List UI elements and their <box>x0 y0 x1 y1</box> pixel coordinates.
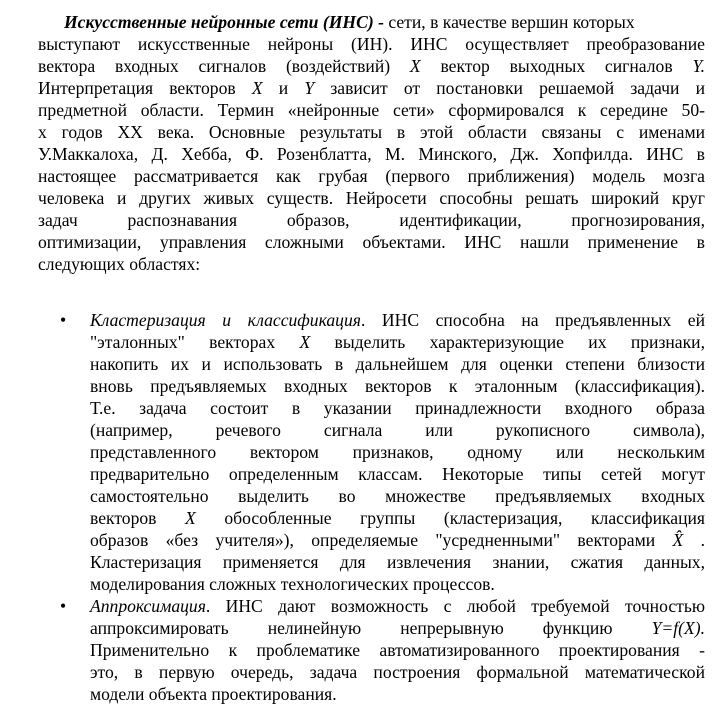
intro-line-5: предметной области. Термин «нейронные сети» сформировался к середине 50- <box>38 100 705 120</box>
bullet-marker: • <box>60 596 67 616</box>
intro-line-4 <box>38 77 705 99</box>
math-formula: Y=f(X). <box>651 618 705 638</box>
text-run: и <box>278 78 289 98</box>
math-symbol-xhat: X̂ <box>672 530 684 550</box>
text-run: образов «без учителя»), определяемые "усредненными" векторами <box>90 530 656 550</box>
bullet1-line-2 <box>90 331 705 353</box>
math-symbol: Y. <box>692 56 706 76</box>
text-run: сети, в качестве вершин которых <box>388 12 635 32</box>
intro-line-1 <box>64 11 705 33</box>
bullet-marker: • <box>60 310 67 330</box>
intro-line-3 <box>38 55 705 77</box>
bullet2-line-2 <box>90 617 705 639</box>
bullet1-line-12: Кластеризация применяется для извлечения знании, сжатия данных, <box>90 552 705 572</box>
text-run: аппроксимировать нелинейную непрерывную функцию <box>90 618 613 638</box>
text-run: векторов <box>90 508 157 528</box>
term-heading: Искусственные нейронные сети (ИНС) - <box>64 12 384 32</box>
math-symbol: X <box>409 56 421 76</box>
bullet1-line-5: Т.е. задача состоит в указании принадлежности входного образа <box>90 398 705 418</box>
intro-line-2: выступают искусственные нейроны (ИН). ИНС осуществляет преобразование <box>38 34 705 54</box>
text-run: Интерпретация векторов <box>38 78 236 98</box>
bullet1-line-9: самостоятельно выделить во множестве предъявляемых входных <box>90 486 705 506</box>
bullet2-line-5: модели объекта проектирования. <box>90 684 337 704</box>
intro-line-11: оптимизации, управления сложными объектами. ИНС нашли применение в <box>38 232 705 252</box>
intro-line-7: У.Маккалоха, Д. Хебба, Ф. Розенблатта, М. Минского, Дж. Хопфилда. ИНС в <box>38 144 705 164</box>
bullet1-line-1 <box>90 309 705 331</box>
text-run: обособленные группы (кластеризация, классификация <box>224 508 705 528</box>
text-run: "эталонных" векторах <box>90 332 276 352</box>
bullet2-line-1 <box>90 595 705 617</box>
bullet1-line-6: (например, речевого сигнала или рукописного символа), <box>90 420 705 440</box>
bullet-title: Кластеризация и классификация <box>90 310 361 330</box>
intro-line-10: задач распознавания образов, идентификации, прогнозирования, <box>38 210 705 230</box>
bullet1-line-7: представленного вектором признаков, одному или нескольким <box>90 442 705 462</box>
math-symbol: X <box>185 508 196 528</box>
bullet2-line-4: это, в первую очередь, задача построения формальной математической <box>90 662 705 682</box>
text-run: выделить характеризующие их признаки, <box>334 332 705 352</box>
intro-line-8: настоящее рассматривается как грубая (первого приближения) модель мозга <box>38 166 705 186</box>
bullet1-line-4: вновь предъявляемых входных векторов к эталонным (классификация). <box>90 376 705 396</box>
text-run: . ИНС способна на предъявленных ей <box>360 310 705 330</box>
math-symbol: X <box>299 332 311 352</box>
text-run: . <box>700 530 705 550</box>
bullet2-line-3: Применительно к проблематике автоматизированного проектирования - <box>90 640 705 660</box>
text-run: зависит от постановки решаемой задачи и <box>330 78 705 98</box>
text-run: вектор выходных сигналов <box>440 56 673 76</box>
text-run: . ИНС дают возможность с любой требуемой точностью <box>205 596 705 616</box>
bullet1-line-13: моделирования сложных технологических процессов. <box>90 574 495 594</box>
math-symbol: X <box>251 78 263 98</box>
intro-line-9: человека и других живых существ. Нейросети способны решать широкий круг <box>38 188 705 208</box>
bullet1-line-3: накопить их и использовать в дальнейшем для оценки степени близости <box>90 354 705 374</box>
text-run: вектора входных сигналов (воздействий) <box>38 56 391 76</box>
bullet1-line-8: предварительно определенным классам. Некоторые типы сетей могут <box>90 464 705 484</box>
bullet1-line-11 <box>90 529 705 551</box>
intro-line-6: х годов XX века. Основные результаты в этой области связаны с именами <box>38 122 705 142</box>
intro-line-12: следующих областях: <box>38 254 201 274</box>
bullet-title: Аппроксимация <box>90 596 206 616</box>
bullet1-line-10 <box>90 507 705 529</box>
math-symbol: Y <box>304 78 315 98</box>
